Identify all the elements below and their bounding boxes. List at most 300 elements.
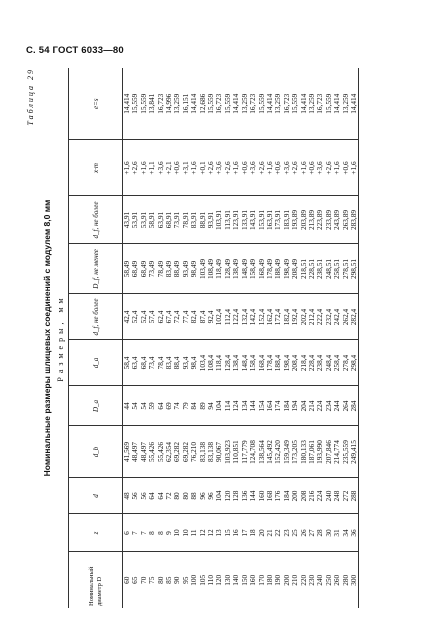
table-cell: 284 (350, 386, 359, 426)
table-cell: 15 (224, 514, 232, 552)
table-cell: 20 (258, 514, 266, 552)
table-row (291, 68, 299, 608)
table-cell: 80 (155, 576, 165, 584)
table-cell: 83,138 (207, 426, 215, 478)
table-cell: 58,4 (123, 340, 132, 386)
table-cell: 288 (350, 478, 359, 514)
table-row (173, 68, 181, 608)
table-cell: 158,49 (249, 244, 257, 294)
table-cell: 230 (306, 574, 316, 586)
table-cell: 56 (131, 478, 139, 514)
table-cell: 108,4 (207, 340, 215, 386)
table-cell: 78,91 (182, 196, 190, 244)
table-cell: 118,49 (215, 244, 223, 294)
column-header: z (69, 514, 123, 552)
table-cell: 57,4 (148, 294, 156, 340)
table-cell: 88 (190, 478, 198, 514)
table-cell: +3,6 (283, 140, 291, 196)
table-row (308, 68, 316, 608)
table-cell: 15,559 (258, 68, 266, 140)
table-cell: 228,4 (308, 340, 316, 386)
table-row (232, 68, 240, 608)
table-cell: 152,420 (274, 426, 282, 478)
table-cell: +2,6 (325, 140, 333, 196)
table-cell: 248,4 (325, 340, 333, 386)
table-cell: 114 (224, 386, 232, 426)
table-cell: 14,414 (266, 68, 274, 140)
column-header: d_f, не более (69, 196, 123, 244)
table-cell: 168,4 (258, 340, 266, 386)
table-cell: 104 (215, 386, 223, 426)
table-cell: 234 (325, 386, 333, 426)
table-cell: 228,51 (308, 244, 316, 294)
table-cell: 74 (173, 386, 181, 426)
table-cell: 120 (224, 478, 232, 514)
table-cell: 108,49 (207, 244, 215, 294)
table-cell: 164 (266, 386, 274, 426)
table-header-row (69, 68, 123, 608)
table-cell: 218,4 (300, 340, 308, 386)
table-cell: 69,282 (173, 426, 181, 478)
table-cell: 98,4 (190, 340, 198, 386)
table-row (283, 68, 291, 608)
table-cell: 182,4 (283, 294, 291, 340)
table-cell: 77,4 (182, 294, 190, 340)
table-cell: 10 (173, 514, 181, 552)
table-cell: 64 (157, 478, 165, 514)
table-cell: 272 (342, 478, 350, 514)
table-cell: 278,4 (342, 340, 350, 386)
table-cell: 96 (199, 478, 207, 514)
table-cell: 224 (316, 478, 324, 514)
table-cell: 249,415 (350, 426, 359, 478)
table-cell: +3,6 (249, 140, 257, 196)
table-cell: 148,49 (241, 244, 249, 294)
table-cell: 14,996 (165, 68, 173, 140)
table-cell: 198,49 (283, 244, 291, 294)
table-cell: 184 (283, 386, 291, 426)
table-cell: 23 (283, 514, 291, 552)
table-cell: 12,686 (199, 68, 207, 140)
table-cell: +0,6 (241, 140, 249, 196)
table-cell: 15,559 (325, 68, 333, 140)
table-cell: 222,4 (316, 294, 324, 340)
table-cell: 258,4 (333, 340, 341, 386)
table-cell: 173,91 (274, 196, 282, 244)
table-cell: 263,89 (342, 196, 350, 244)
table-cell: 42,4 (123, 294, 132, 340)
table-cell: 15,559 (291, 68, 299, 140)
table-cell: +1,6 (232, 140, 240, 196)
table-cell: 48 (123, 478, 132, 514)
table-title: Номинальные размеры шлицевых соединений с модулем 8,0 мм (42, 199, 52, 477)
table-cell: 238,51 (316, 244, 324, 294)
spline-dimensions-table (68, 68, 359, 608)
table-cell: +1,6 (123, 140, 132, 196)
table-row (207, 68, 215, 608)
table-cell: 193,89 (291, 196, 299, 244)
table-cell: 190 (273, 574, 283, 586)
column-header: d_a (69, 340, 123, 386)
table-cell: 203,89 (300, 196, 308, 244)
table-cell: 128,4 (224, 340, 232, 386)
column-header: x·m (69, 140, 123, 196)
table-cell: 192,4 (291, 294, 299, 340)
table-cell: 187,061 (308, 426, 316, 478)
rotated-table-block (28, 68, 380, 608)
table-cell: 22 (274, 514, 282, 552)
column-header: e=s (69, 68, 123, 140)
table-cell: 64 (148, 478, 156, 514)
page-header: С. 54 ГОСТ 6033—80 (26, 45, 124, 56)
table-cell: 93,4 (182, 340, 190, 386)
table-cell: 52,4 (140, 294, 148, 340)
table-row (241, 68, 249, 608)
table-cell: 148,4 (241, 340, 249, 386)
table-cell: 93,91 (207, 196, 215, 244)
table-cell: 140 (231, 574, 241, 586)
table-row (316, 68, 324, 608)
table-cell: +0,6 (173, 140, 181, 196)
table-cell: 67,4 (165, 294, 173, 340)
table-cell: 280 (340, 574, 350, 586)
table-cell: +2,6 (224, 140, 232, 196)
table-cell: 55,426 (148, 426, 156, 478)
table-cell: 117,779 (241, 426, 249, 478)
column-header: d (69, 478, 123, 514)
table-cell: 110,851 (232, 426, 240, 478)
table-cell: 53,91 (140, 196, 148, 244)
table-row (140, 68, 148, 608)
table-cell: 178,4 (266, 340, 274, 386)
table-cell: 36 (350, 514, 359, 552)
column-header: d_b (69, 426, 123, 478)
table-cell: 144 (249, 386, 257, 426)
table-cell: 278,51 (342, 244, 350, 294)
table-cell: 207,846 (325, 426, 333, 478)
table-cell: 83,91 (190, 196, 198, 244)
table-cell: +1,6 (266, 140, 274, 196)
table-cell: 178,49 (266, 244, 274, 294)
table-cell: +3,1 (182, 140, 190, 196)
table-cell: 69 (165, 386, 173, 426)
table-cell: 83,49 (165, 244, 173, 294)
table-cell: 9 (165, 514, 173, 552)
table-cell: 160 (258, 478, 266, 514)
table-cell: 174 (274, 386, 282, 426)
table-row (350, 68, 359, 608)
table-cell: 136 (241, 478, 249, 514)
table-cell: 132,4 (241, 294, 249, 340)
table-row (342, 68, 350, 608)
table-row (274, 68, 282, 608)
table-cell: 53,91 (131, 196, 139, 244)
table-row (266, 68, 274, 608)
table-cell: 17 (241, 514, 249, 552)
table-cell: 118,4 (215, 340, 223, 386)
table-row (224, 68, 232, 608)
table-cell: 70 (138, 576, 148, 584)
table-cell: 248 (333, 478, 341, 514)
table-cell: 16,723 (316, 68, 324, 140)
table-cell: +1,6 (350, 140, 359, 196)
table-cell: 244 (333, 386, 341, 426)
table-cell: 260 (332, 574, 342, 586)
table-cell: +2,1 (165, 140, 173, 196)
table-cell: 78,49 (157, 244, 165, 294)
table-cell: 14,414 (300, 68, 308, 140)
table-cell: 130 (222, 574, 232, 586)
table-cell: +1,1 (148, 140, 156, 196)
table-cell: 25 (291, 514, 299, 552)
table-row (249, 68, 257, 608)
table-cell: 88,91 (199, 196, 207, 244)
table-cell: 41,569 (123, 426, 132, 478)
table-cell: +3,6 (157, 140, 165, 196)
table-cell: 55,426 (157, 426, 165, 478)
table-cell: 194 (291, 386, 299, 426)
table-cell: +3,6 (316, 140, 324, 196)
table-cell: 180 (264, 574, 274, 586)
table-cell: 188,4 (274, 340, 282, 386)
table-cell: 95 (180, 576, 190, 584)
table-cell: 92,4 (207, 294, 215, 340)
table-cell: 113,91 (224, 196, 232, 244)
table-cell: 144 (249, 478, 257, 514)
table-cell: +1,6 (300, 140, 308, 196)
table-cell: 103,923 (224, 426, 232, 478)
table-body (123, 68, 359, 608)
table-cell: 15,559 (207, 68, 215, 140)
table-cell: 214 (308, 386, 316, 426)
table-cell: 283,89 (350, 196, 359, 244)
table-cell: 110 (206, 574, 216, 586)
table-cell: +2,6 (131, 140, 139, 196)
table-cell: 44 (123, 386, 132, 426)
table-cell: 168 (266, 478, 274, 514)
table-cell: 62,354 (165, 426, 173, 478)
table-cell: 64 (157, 386, 165, 426)
table-cell: 248,51 (325, 244, 333, 294)
table-cell: 12 (207, 514, 215, 552)
table-cell: 63,91 (157, 196, 165, 244)
table-cell: 60 (122, 576, 131, 584)
table-cell: 300 (350, 552, 359, 608)
table-cell: 8 (157, 514, 165, 552)
table-cell: 14,414 (350, 68, 359, 140)
table-cell: 54 (140, 386, 148, 426)
table-cell: 98,49 (190, 244, 198, 294)
table-cell: 145,492 (266, 426, 274, 478)
table-row (325, 68, 333, 608)
table-cell: 58,91 (148, 196, 156, 244)
column-header: D_f, не менее (69, 244, 123, 294)
table-cell: 8 (148, 514, 156, 552)
table-row (123, 68, 132, 608)
table-cell: 154 (258, 386, 266, 426)
table-row (333, 68, 341, 608)
table-cell: 43,91 (123, 196, 132, 244)
table-cell: 208 (300, 478, 308, 514)
table-cell: 89 (199, 386, 207, 426)
table-cell: 72,4 (173, 294, 181, 340)
table-cell: 168,49 (258, 244, 266, 294)
table-cell: 134 (241, 386, 249, 426)
table-cell: 7 (140, 514, 148, 552)
table-cell: 65 (130, 576, 140, 584)
table-cell: 73,49 (148, 244, 156, 294)
table-cell: 30 (325, 514, 333, 552)
table-cell: 242,4 (333, 294, 341, 340)
table-cell: 16,723 (215, 68, 223, 140)
table-cell: 85 (164, 576, 174, 584)
table-cell: 172,4 (274, 294, 282, 340)
table-cell: 138,564 (258, 426, 266, 478)
table-cell: 152,4 (258, 294, 266, 340)
table-cell: 240 (315, 574, 325, 586)
table-cell: 204 (300, 386, 308, 426)
table-cell: 218,51 (300, 244, 308, 294)
table-cell: +2,6 (207, 140, 215, 196)
table-cell: +0,6 (274, 140, 282, 196)
table-cell: 94 (207, 386, 215, 426)
table-cell: 16,151 (182, 68, 190, 140)
table-cell: 142,4 (249, 294, 257, 340)
table-cell: 138,49 (232, 244, 240, 294)
table-cell: 16,723 (249, 68, 257, 140)
table-cell: 258,51 (333, 244, 341, 294)
table-cell: 200 (291, 478, 299, 514)
table-cell: +0,6 (308, 140, 316, 196)
table-cell: 104 (215, 478, 223, 514)
table-cell: 28 (316, 514, 324, 552)
table-subtitle: Размеры, мм (56, 294, 65, 382)
table-cell: 173,205 (291, 426, 299, 478)
table-cell: 216 (308, 478, 316, 514)
table-cell: 233,89 (325, 196, 333, 244)
table-cell: 214,774 (333, 426, 341, 478)
column-header: D_a (69, 386, 123, 426)
table-cell: 14,414 (190, 68, 198, 140)
table-cell: 79 (182, 386, 190, 426)
table-cell: 220 (298, 574, 308, 586)
table-cell: +0,1 (199, 140, 207, 196)
table-row (300, 68, 308, 608)
table-cell: +0,6 (342, 140, 350, 196)
table-cell: 102,4 (215, 294, 223, 340)
table-cell: 26 (300, 514, 308, 552)
table-cell: 13,259 (241, 68, 249, 140)
table-cell: +1,6 (190, 140, 198, 196)
table-cell: 133,91 (241, 196, 249, 244)
table-cell: 183,91 (283, 196, 291, 244)
table-cell: 15,559 (224, 68, 232, 140)
table-cell: 198,4 (283, 340, 291, 386)
table-cell: 10 (182, 514, 190, 552)
table-cell: 6 (123, 514, 132, 552)
table-cell: 223,89 (316, 196, 324, 244)
table-cell: 240 (325, 478, 333, 514)
table-cell: 208,49 (291, 244, 299, 294)
table-cell: 123,91 (232, 196, 240, 244)
table-cell: 16 (232, 514, 240, 552)
table-cell: 78,4 (157, 340, 165, 386)
table-cell: 120 (214, 574, 224, 586)
table-cell: 122,4 (232, 294, 240, 340)
table-cell: 124 (232, 386, 240, 426)
table-cell: +1,6 (333, 140, 341, 196)
table-cell: 73,91 (173, 196, 181, 244)
table-cell: 188,49 (274, 244, 282, 294)
table-cell: 21 (266, 514, 274, 552)
table-cell: 162,4 (266, 294, 274, 340)
table-cell: 298,4 (350, 340, 359, 386)
table-row (199, 68, 207, 608)
table-row (215, 68, 223, 608)
table-cell: 83,4 (165, 340, 173, 386)
table-cell: 250 (323, 574, 333, 586)
table-cell: 200 (281, 574, 291, 586)
table-cell: 243,89 (333, 196, 341, 244)
table-cell: 75 (147, 576, 157, 584)
table-cell: 63,4 (131, 340, 139, 386)
table-cell: +2,6 (258, 140, 266, 196)
table-row (131, 68, 139, 608)
table-cell: 76,210 (190, 426, 198, 478)
table-cell: 170 (256, 574, 266, 586)
table-cell: 72 (165, 478, 173, 514)
table-cell: 14,414 (232, 68, 240, 140)
table-cell: 180,133 (300, 426, 308, 478)
table-cell: 68,49 (131, 244, 139, 294)
table-cell: 52,4 (131, 294, 139, 340)
table-cell: 264 (342, 386, 350, 426)
table-cell: 128,49 (224, 244, 232, 294)
table-cell: 112,4 (224, 294, 232, 340)
table-cell: 80 (182, 478, 190, 514)
table-cell: +2,6 (291, 140, 299, 196)
table-cell: 128 (232, 478, 240, 514)
table-cell: 88,49 (173, 244, 181, 294)
table-cell: 27 (308, 514, 316, 552)
table-cell: 90 (172, 576, 182, 584)
table-cell: 103,4 (199, 340, 207, 386)
table-cell: 202,4 (300, 294, 308, 340)
table-cell: 143,91 (249, 196, 257, 244)
table-cell: 68,91 (165, 196, 173, 244)
table-cell: 13 (215, 514, 223, 552)
table-cell: 138,4 (232, 340, 240, 386)
table-cell: 158,4 (249, 340, 257, 386)
table-cell: 15,559 (131, 68, 139, 140)
table-cell: 13,259 (308, 68, 316, 140)
table-cell: 13,259 (173, 68, 181, 140)
table-cell: 210 (290, 574, 300, 586)
table-cell: 56 (140, 478, 148, 514)
table-cell: 12 (199, 514, 207, 552)
table-cell: 16,723 (283, 68, 291, 140)
table-cell: 15,559 (140, 68, 148, 140)
table-cell: 208,4 (291, 340, 299, 386)
table-cell: 11 (190, 514, 198, 552)
table-cell: 262,4 (342, 294, 350, 340)
table-cell: 62,4 (157, 294, 165, 340)
table-cell: 16,723 (157, 68, 165, 140)
table-cell: 100 (189, 574, 199, 586)
table-cell: 235,559 (342, 426, 350, 478)
table-cell: 13,259 (274, 68, 282, 140)
table-cell: 13,841 (148, 68, 156, 140)
